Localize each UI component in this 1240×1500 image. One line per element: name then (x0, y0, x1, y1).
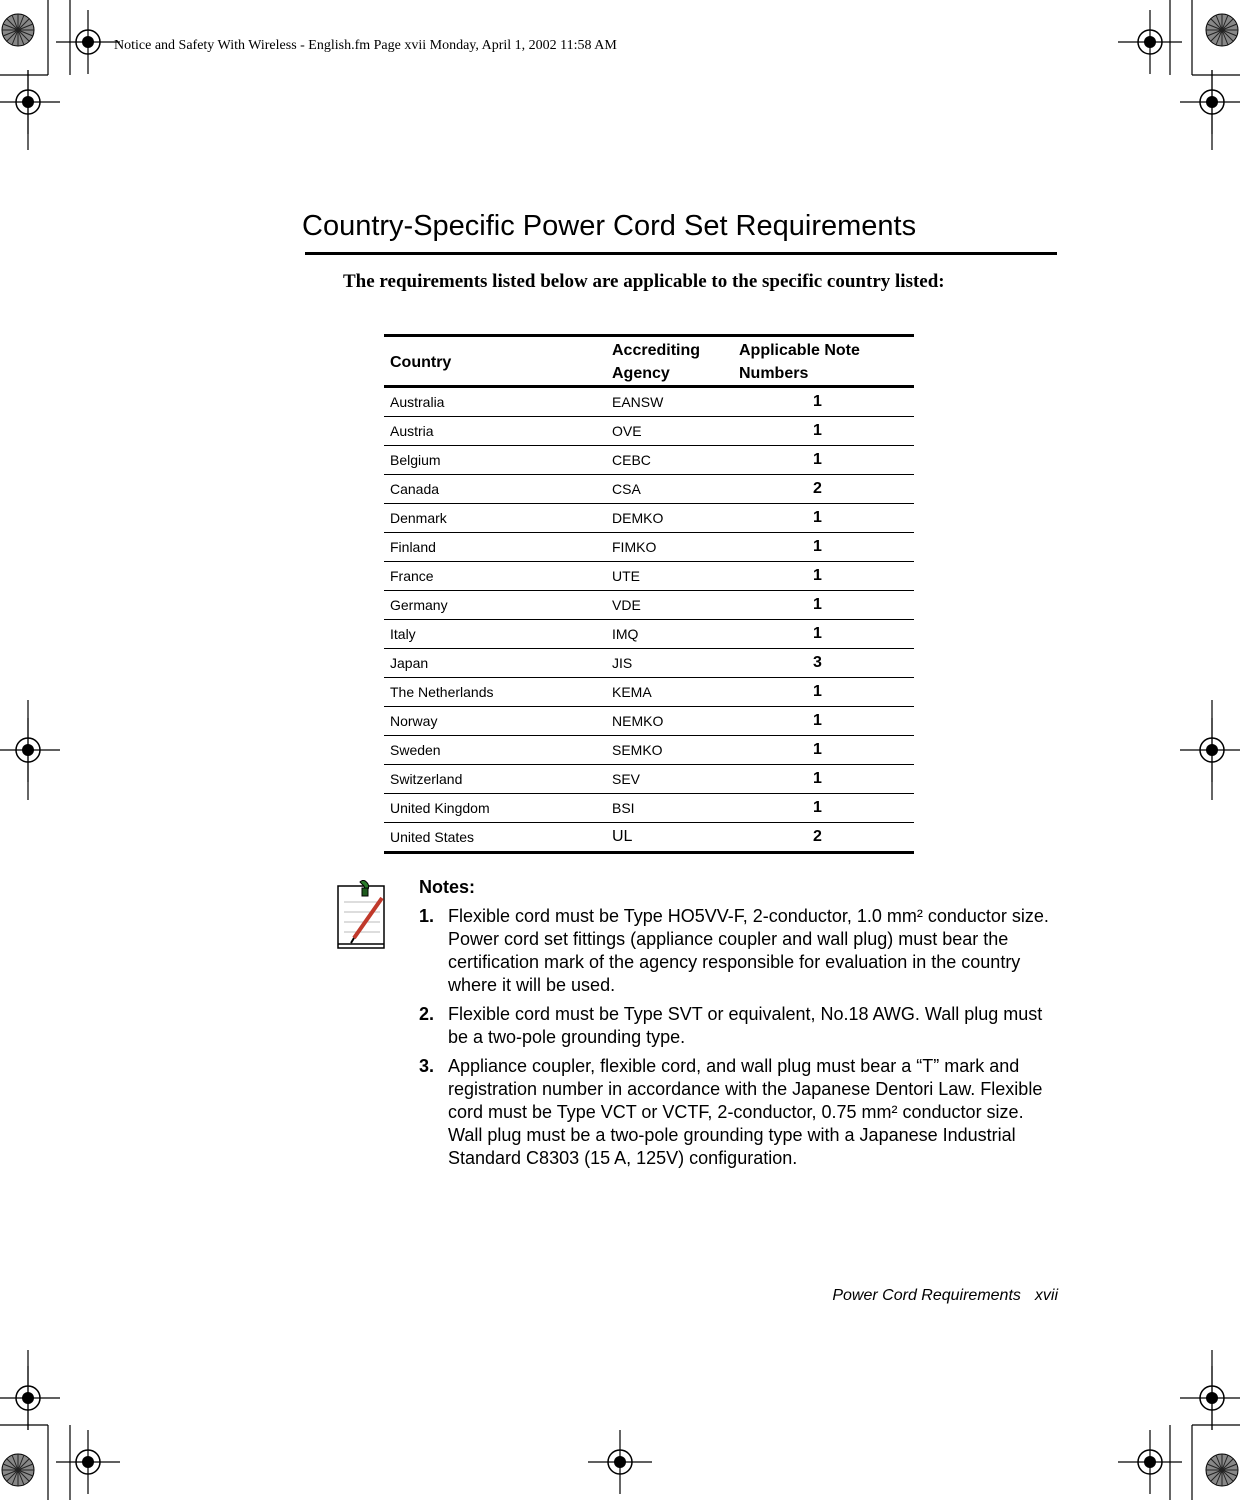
agency-cell: VDE (606, 591, 733, 620)
note-number: 2. (419, 1004, 435, 1024)
country-cell: United Kingdom (384, 794, 606, 823)
agency-cell: FIMKO (606, 533, 733, 562)
note-number-cell: 1 (733, 533, 914, 562)
note-number-cell: 1 (733, 765, 914, 794)
country-cell: France (384, 562, 606, 591)
note-number-cell: 1 (733, 591, 914, 620)
footer-page-number: xvii (1034, 1287, 1058, 1304)
table-row (384, 504, 914, 533)
country-cell: Sweden (384, 736, 606, 765)
agency-cell: SEV (606, 765, 733, 794)
header-country: Country (384, 336, 606, 387)
table-header-row (384, 336, 914, 387)
table-row (384, 417, 914, 446)
table-row (384, 823, 914, 853)
note-number: 3. (419, 1056, 435, 1076)
agency-cell: OVE (606, 417, 733, 446)
note-text: Flexible cord must be Type SVT or equivalent, No.18 AWG. Wall plug must be a two-pole grounding type. (448, 1004, 1043, 1047)
header-agency-line2: Agency (612, 365, 670, 382)
country-cell: Germany (384, 591, 606, 620)
page-title: Country-Specific Power Cord Set Requirements (302, 210, 917, 242)
country-cell: Australia (384, 387, 606, 417)
note-number-cell: 3 (733, 649, 914, 678)
intro-text: The requirements listed below are applicable to the specific country listed: (343, 271, 945, 292)
agency-cell: KEMA (606, 678, 733, 707)
agency-cell: EANSW (606, 387, 733, 417)
note-number: 1. (419, 906, 435, 926)
agency-cell: SEMKO (606, 736, 733, 765)
table-row (384, 446, 914, 475)
note-number-cell: 1 (733, 417, 914, 446)
table-row (384, 736, 914, 765)
country-cell: Austria (384, 417, 606, 446)
agency-cell: JIS (606, 649, 733, 678)
agency-cell: DEMKO (606, 504, 733, 533)
note-number-cell: 1 (733, 794, 914, 823)
table-row (384, 533, 914, 562)
country-cell: Denmark (384, 504, 606, 533)
country-cell: United States (390, 829, 475, 845)
country-cell: Belgium (384, 446, 606, 475)
agency-cell: BSI (606, 794, 733, 823)
note-item (419, 1003, 1059, 1049)
note-number-cell: 1 (733, 562, 914, 591)
country-cell: The Netherlands (384, 678, 606, 707)
country-cell: Canada (384, 475, 606, 504)
agency-cell: IMQ (606, 620, 733, 649)
note-number-cell: 2 (813, 828, 822, 845)
header-notes-line1: Applicable Note (739, 342, 860, 359)
file-info-header: Notice and Safety With Wireless - English.fm Page xvii Monday, April 1, 2002 11:58 AM (114, 38, 617, 53)
agency-cell: NEMKO (606, 707, 733, 736)
table-row (384, 678, 914, 707)
table-row (384, 794, 914, 823)
table-row (384, 475, 914, 504)
title-rule (305, 252, 1057, 255)
table-row (384, 562, 914, 591)
note-item (419, 1055, 1059, 1170)
note-text: Appliance coupler, flexible cord, and wall plug must bear a “T” mark and registration number in accordance with the Japanese Dentori Law. Flexible cord must be Type VCT or VCTF, 2-conductor, 0.75 mm² conductor size. Wall plug must be a two-pole grounding type with a Japanese Industrial Standard C8303 (15 A, 125V) configuration. (448, 1056, 1043, 1168)
table-row (384, 707, 914, 736)
table-row (384, 765, 914, 794)
note-number-cell: 1 (733, 707, 914, 736)
header-notes (733, 336, 914, 387)
table-row (384, 620, 914, 649)
notepad-pen-icon (336, 880, 388, 952)
country-cell: Norway (384, 707, 606, 736)
table-row (384, 591, 914, 620)
note-number-cell: 2 (733, 475, 914, 504)
agency-cell: CSA (606, 475, 733, 504)
note-number-cell: 1 (733, 446, 914, 475)
table-row (384, 649, 914, 678)
note-text: Flexible cord must be Type HO5VV-F, 2-conductor, 1.0 mm² conductor size. Power cord set fittings (appliance coupler and wall plug) must bear the certification mark of the agency responsible for evaluation in the country where it will be used. (448, 906, 1049, 995)
header-agency (606, 336, 733, 387)
note-number-cell: 1 (733, 387, 914, 417)
note-number-cell: 1 (733, 504, 914, 533)
country-cell: Japan (384, 649, 606, 678)
country-cell: Finland (384, 533, 606, 562)
notes-heading: Notes: (419, 877, 476, 897)
note-number-cell: 1 (733, 620, 914, 649)
agency-cell: UTE (606, 562, 733, 591)
table-row (384, 387, 914, 417)
agency-cell: UL (612, 828, 633, 845)
footer-section: Power Cord Requirements (832, 1287, 1021, 1304)
country-cell: Switzerland (384, 765, 606, 794)
page-footer (832, 1287, 1058, 1305)
note-number-cell: 1 (733, 678, 914, 707)
country-cell: Italy (384, 620, 606, 649)
agency-cell: CEBC (606, 446, 733, 475)
header-agency-line1: Accrediting (612, 342, 701, 359)
note-item (419, 905, 1059, 997)
note-number-cell: 1 (733, 736, 914, 765)
power-cord-table (384, 334, 914, 854)
header-notes-line2: Numbers (739, 365, 809, 382)
